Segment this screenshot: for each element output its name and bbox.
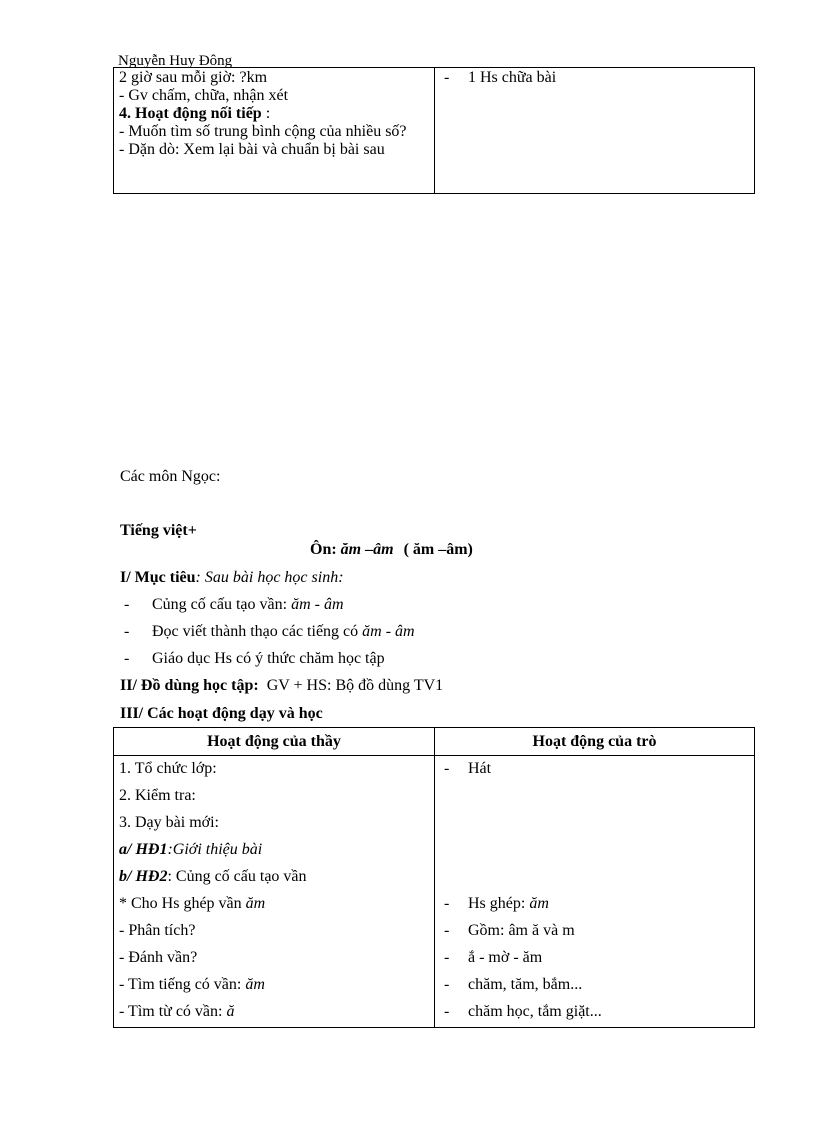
objective-item: - Đọc viết thành thạo các tiếng có ăm - âm [124, 623, 415, 640]
activities-heading: III/ Các hoạt động dạy và học [120, 705, 323, 722]
table-row-teacher: b/ HĐ2: Củng cố cấu tạo vần [119, 868, 307, 885]
table-row-student: - Gồm: âm ă và m [444, 922, 575, 939]
table-row-student: - chăm, tăm, bắm... [444, 976, 583, 993]
table-row-student: - chăm học, tắm giặt... [444, 1003, 602, 1020]
table-divider [434, 728, 435, 1027]
list-dash: - [444, 69, 450, 86]
table-row-teacher: - Tìm tiếng có vần: ăm [119, 976, 265, 993]
top-table-left-cell [119, 69, 431, 159]
text-line: - Gv chấm, chữa, nhận xét [119, 87, 289, 104]
section-intro: Các môn Ngọc: [120, 468, 221, 485]
table-row-teacher: 3. Dạy bài mới: [119, 814, 219, 831]
table-row-teacher: - Đánh vần? [119, 949, 198, 966]
table-row-teacher: * Cho Hs ghép vần ăm [119, 895, 266, 912]
table-header-divider [114, 755, 754, 756]
column-header-teacher: Hoạt động của thầy [207, 733, 341, 750]
table-row-teacher: 2. Kiểm tra: [119, 787, 196, 804]
table-row-teacher: - Tìm từ có vần: ă [119, 1003, 235, 1020]
top-table [113, 67, 755, 194]
materials-line: II/ Đồ dùng học tập: GV + HS: Bộ đồ dùng TV1 [120, 677, 444, 694]
table-row-teacher: - Phân tích? [119, 922, 196, 939]
table-row-student: - ắ - mờ - ăm [444, 949, 543, 966]
subject-title: Tiếng việt+ [120, 522, 197, 539]
objective-item: - Củng cố cấu tạo vần: ăm - âm [124, 596, 344, 613]
text-line: - Muốn tìm số trung bình cộng của nhiều số? [119, 123, 407, 140]
table-row-student: - Hs ghép: ăm [444, 895, 549, 912]
text-line: 2 giờ sau mỗi giờ: ?km [119, 69, 268, 86]
top-table-right-cell [444, 69, 556, 87]
objective-item: - Giáo dục Hs có ý thức chăm học tập [124, 650, 385, 667]
section-heading: 4. Hoạt động nối tiếp : [119, 105, 271, 122]
table-divider [434, 68, 435, 193]
column-header-student: Hoạt động của trò [532, 733, 657, 750]
activity-table [113, 727, 755, 1028]
lesson-title: Ôn: ăm –âm ( ăm –âm) [310, 541, 473, 558]
text-line: 1 Hs chữa bài [468, 69, 557, 86]
text-line: - Dặn dò: Xem lại bài và chuẩn bị bài sau [119, 141, 385, 158]
objectives-heading: I/ Mục tiêu: Sau bài học học sinh: [120, 569, 344, 586]
table-row-teacher: a/ HĐ1:Giới thiệu bài [119, 841, 263, 858]
page-header-author: Nguyễn Huy Đông [118, 53, 233, 69]
table-row-teacher: 1. Tổ chức lớp: [119, 760, 217, 777]
table-row-student: - Hát [444, 760, 492, 777]
